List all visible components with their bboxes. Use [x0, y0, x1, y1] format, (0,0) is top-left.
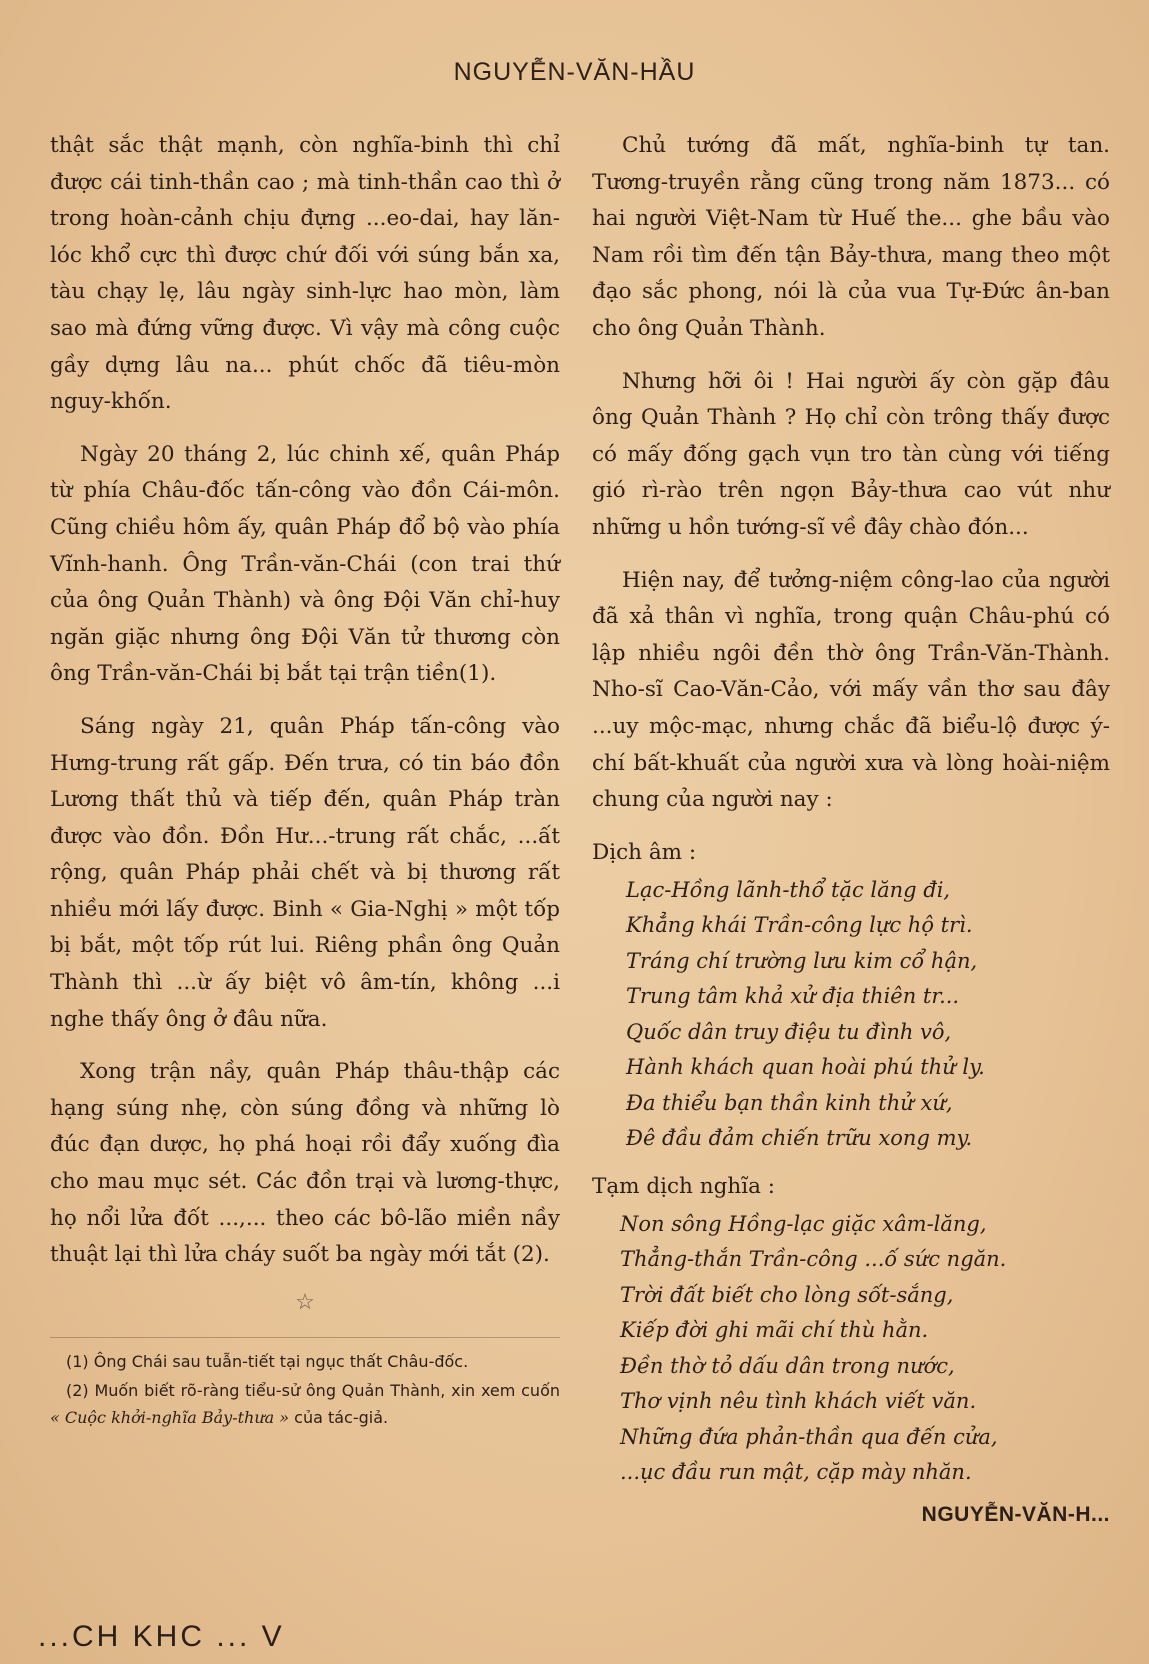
section-separator-star: ☆	[295, 1289, 315, 1315]
right-column	[592, 128, 1110, 1527]
poem-line: Hành khách quan hoài phú thử ly.	[626, 1055, 985, 1080]
poem-line: Non sông Hồng-lạc giặc xâm-lăng,	[620, 1211, 987, 1236]
paragraph: Hiện nay, để tưởng-niệm công-lao của người đã xả thân vì nghĩa, trong quận Châu-phú có lập nhiều ngôi đền thờ ông Trần-Văn-Thành. Nho-sĩ Cao-Văn-Cảo, với mấy vần thơ sau đây ...uy mộc-mạc, nhưng chắc đã biểu-lộ được ý-chí bất-khuất của người xưa và lòng hoài-niệm chung của người nay :	[592, 567, 1110, 813]
poem-line: Đê đầu đảm chiến trữu xong my.	[626, 1126, 973, 1151]
left-column	[50, 128, 560, 1433]
tam-dich-label: Tạm dịch nghĩa :	[592, 1173, 775, 1199]
author-signature: NGUYỄN-VĂN-H...	[921, 1502, 1110, 1526]
paragraph: Xong trận nầy, quân Pháp thâu-thập các hạng súng nhẹ, còn súng đồng và những lò đúc đạn dược, họ phá hoại rồi đẩy xuống đìa cho mau mục sét. Các đồn trại và lương-thực, họ nổi lửa đốt ...,... theo các bô-lão miền nầy thuật lại thì lửa cháy suốt ba ngày mới tắt (2).	[50, 1059, 560, 1268]
footnote-2	[50, 1377, 560, 1431]
dich-am-poem	[626, 873, 1110, 1157]
poem-line: Đền thờ tỏ dấu dân trong nước,	[620, 1353, 955, 1378]
poem-line: Trung tâm khả xử địa thiên tr...	[626, 984, 960, 1009]
poem-line: Lạc-Hồng lãnh-thổ tặc lăng đi,	[626, 877, 951, 902]
footnote-2-text: (2) Muốn biết rõ-ràng tiểu-sử ông Quản Thành, xin xem cuốn	[66, 1380, 560, 1400]
paragraph: Sáng ngày 21, quân Pháp tấn-công vào Hưng-trung rất gấp. Đến trưa, có tin báo đồn Lương thất thủ và tiếp đến, quân Pháp tràn được vào đồn. Đồn Hư...-trung rất chắc, ...ất rộng, quân Pháp phải chết và bị thương rất nhiều mới lấy được. Binh « Gia-Nghị » một tốp bị bắt, một tốp rút lui. Riêng phần ông Quản Thành thì ...ừ ấy biệt vô âm-tín, không ...i nghe thấy ông ở đâu nữa.	[50, 713, 560, 1032]
poem-line: Đa thiểu bạn thần kinh thử xứ,	[626, 1090, 953, 1115]
poem-line: Khẳng khái Trần-công lực hộ trì.	[626, 913, 973, 938]
paragraph: Nhưng hỡi ôi ! Hai người ấy còn gặp đâu ông Quản Thành ? Họ chỉ còn trông thấy được có mấy đống gạch vụn tro tàn cùng với tiếng gió rì-rào trên ngọn Bảy-thưa cao vút như những u hồn tướng-sĩ về đây chào đón...	[592, 368, 1110, 540]
footnote-book-title: « Cuộc khởi-nghĩa Bảy-thưa »	[50, 1407, 290, 1427]
poem-line: Quốc dân truy điệu tu đình vô,	[626, 1019, 952, 1044]
paragraph: Chủ tướng đã mất, nghĩa-binh tự tan. Tương-truyền rằng cũng trong năm 1873... có hai người Việt-Nam từ Huế the... ghe bầu vào Nam rồi tìm đến tận Bảy-thưa, mang theo một đạo sắc phong, nói là của vua Tự-Đức ân-ban cho ông Quản Thành.	[592, 133, 1110, 341]
footnote-1: (1) Ông Chái sau tuẫn-tiết tại ngục thất Châu-đốc.	[66, 1351, 469, 1371]
poem-line: Thẳng-thắn Trần-công ...ố sức ngăn.	[620, 1247, 1007, 1272]
paragraph: Ngày 20 tháng 2, lúc chinh xế, quân Pháp từ phía Châu-đốc tấn-công vào đồn Cái-môn. Cũng chiều hôm ấy, quân Pháp đổ bộ vào phía Vĩnh-hanh. Ông Trần-văn-Chái (con trai thứ của ông Quản Thành) và ông Đội Văn chỉ-huy ngăn giặc nhưng ông Đội Văn tử thương còn ông Trần-văn-Chái bị bắt tại trận tiền(1).	[50, 441, 560, 687]
poem-line: Trời đất biết cho lòng sốt-sắng,	[620, 1282, 954, 1307]
poem-line: ...ục đầu run mật, cặp mày nhăn.	[620, 1460, 972, 1485]
magazine-footer: ...CH KHC ... V	[38, 1620, 285, 1653]
tam-dich-poem	[620, 1207, 1110, 1491]
poem-line: Tráng chí trường lưu kim cổ hận,	[626, 948, 978, 973]
dich-am-label: Dịch âm :	[592, 839, 697, 865]
poem-line: Kiếp đời ghi mãi chí thù hằn.	[620, 1318, 929, 1343]
footnote-divider	[50, 1337, 560, 1338]
paragraph: thật sắc thật mạnh, còn nghĩa-binh thì chỉ được cái tinh-thần cao ; mà tinh-thần cao thì ở trong hoàn-cảnh chịu đựng ...eo-dai, hay lăn-lóc khổ cực thì được chứ đối với súng bắn xa, tàu chạy lẹ, lâu ngày sinh-lực hao mòn, làm sao mà đứng vững được. Vì vậy mà công cuộc gầy dựng lâu na... phút chốc đã tiêu-mòn nguy-khốn.	[50, 133, 560, 415]
running-head: NGUYỄN-VĂN-HẦU	[453, 58, 696, 86]
poem-line: Những đứa phản-thần qua đến cửa,	[620, 1424, 998, 1449]
footnote-2-tail: của tác-giả.	[294, 1407, 389, 1427]
poem-line: Thơ vịnh nêu tình khách viết văn.	[620, 1389, 977, 1414]
